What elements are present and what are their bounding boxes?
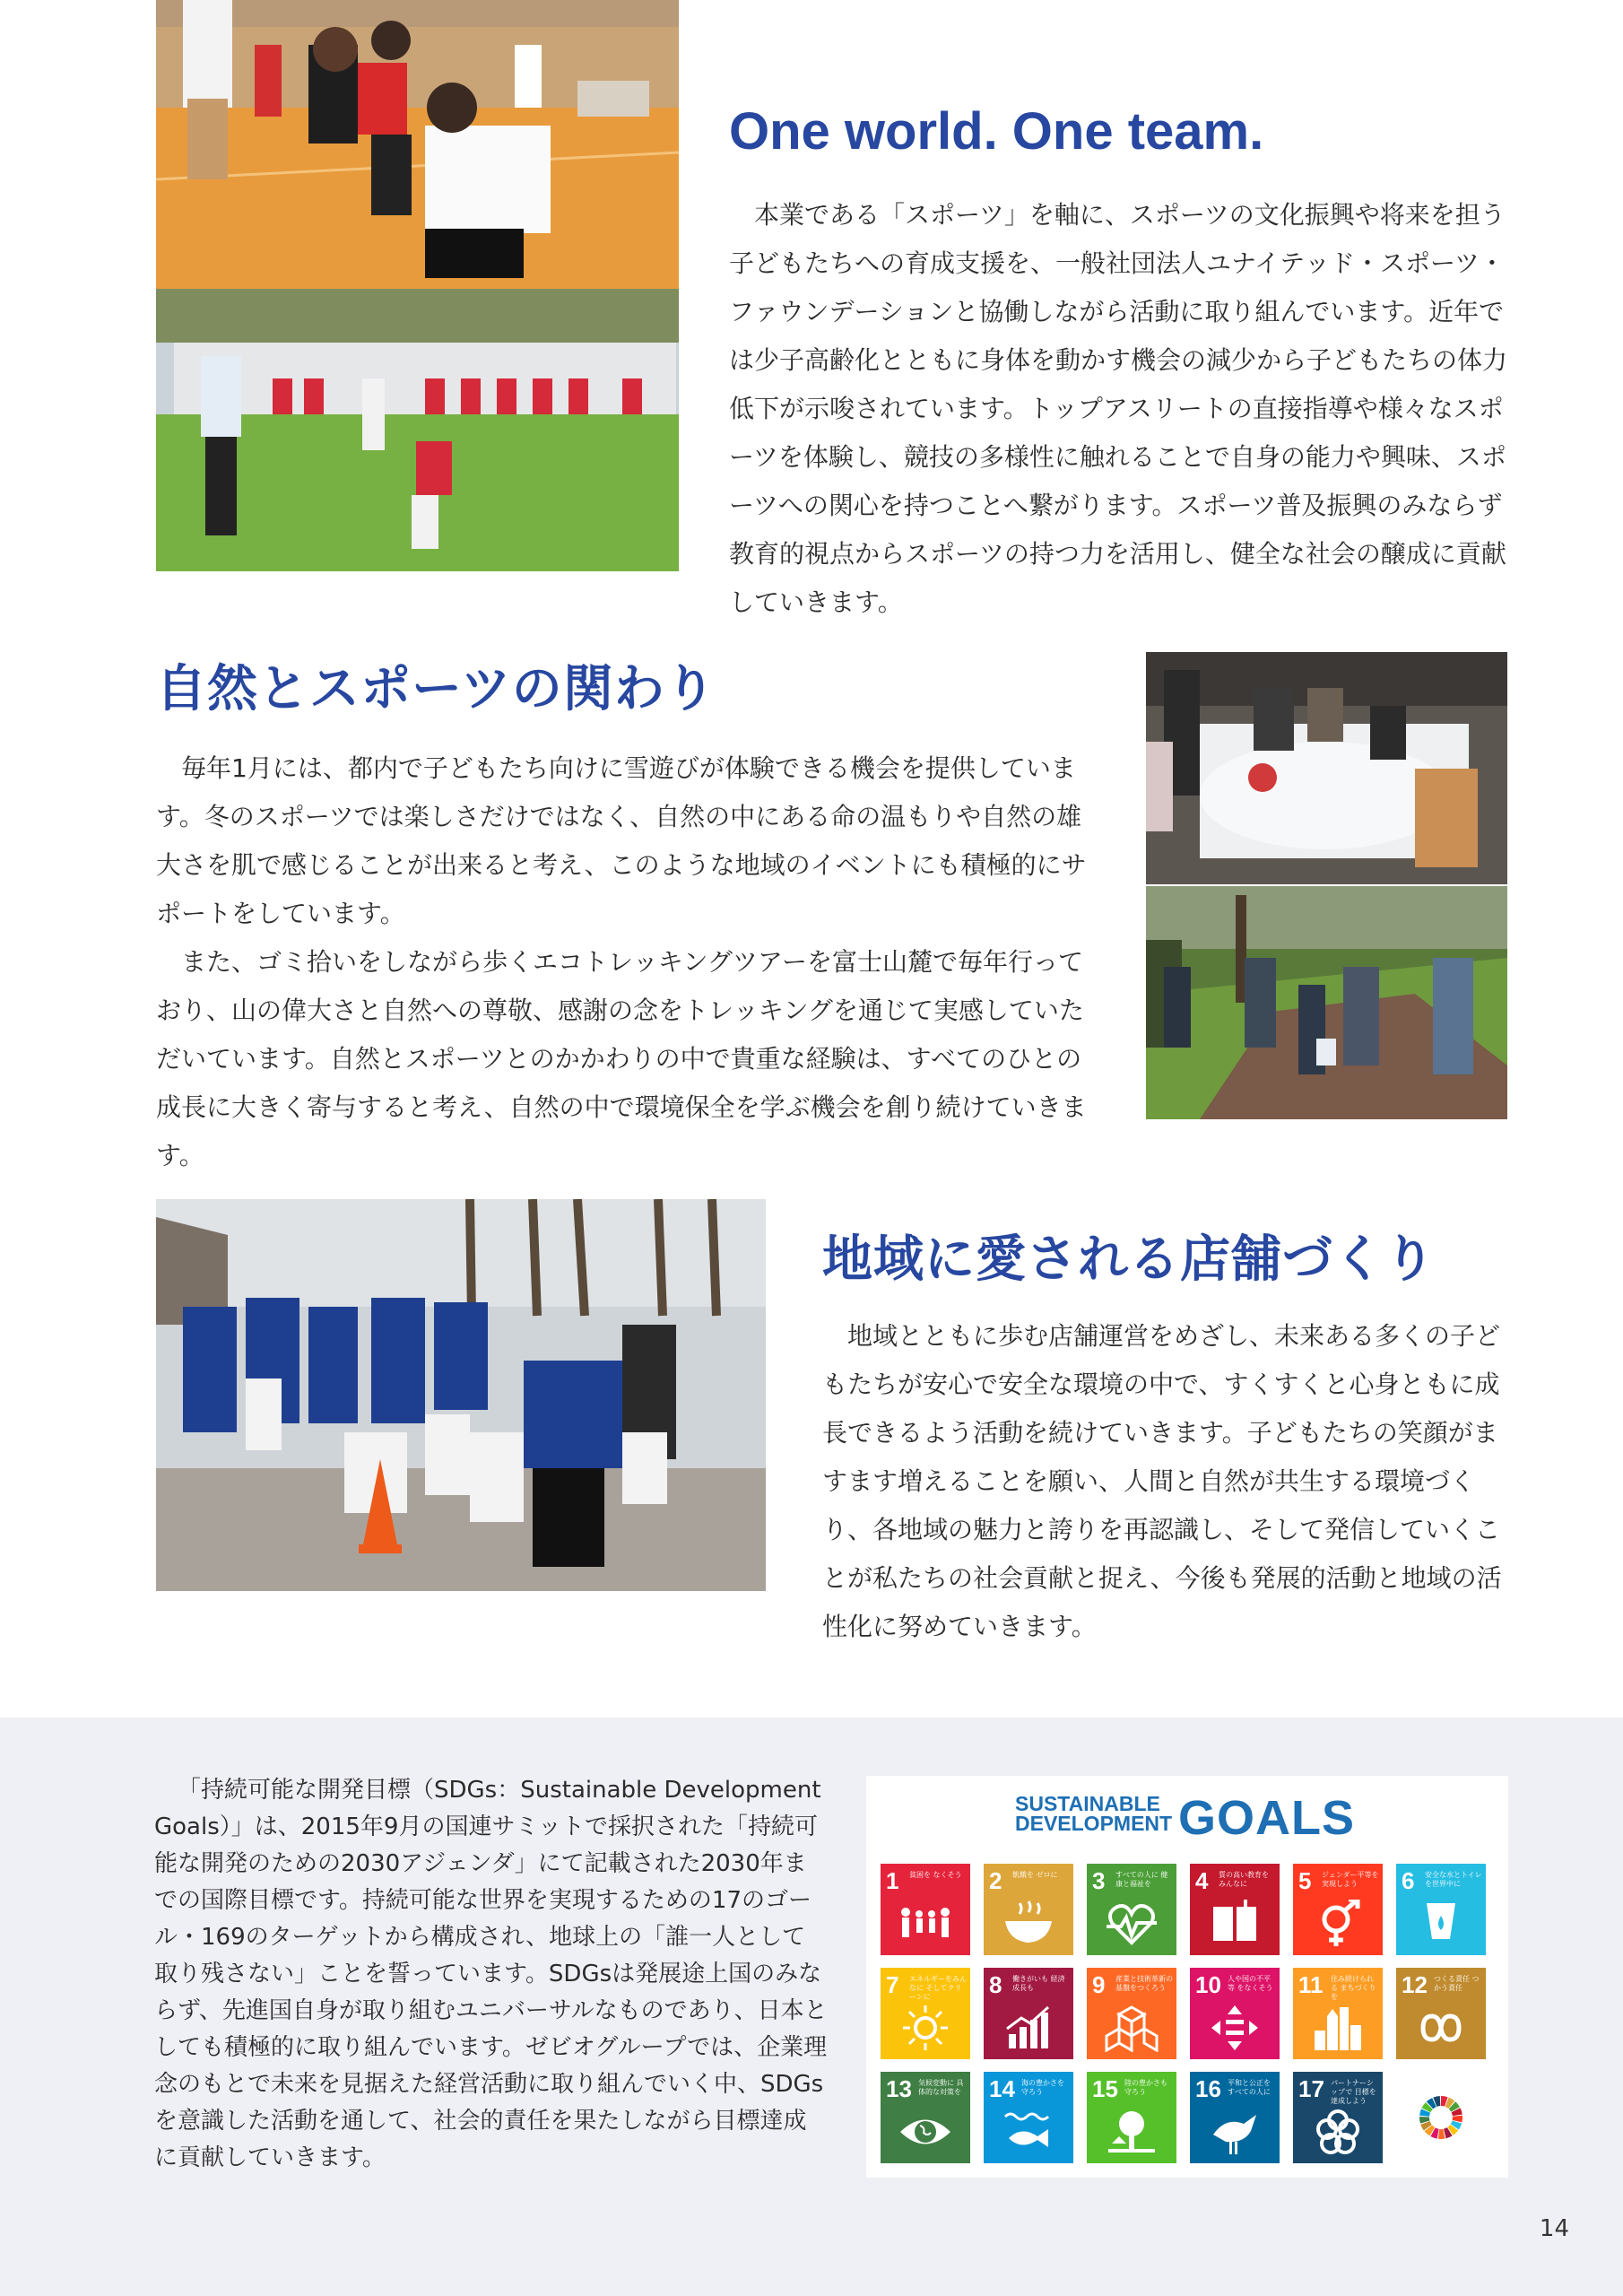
sdg-goal-11 (1293, 1968, 1383, 2059)
sdgs-goals-card (866, 1776, 1508, 2178)
sdg-goal-label: 海の豊かさを 守ろう (1021, 2079, 1064, 2096)
sdg-goal-13 (881, 2072, 970, 2163)
bowl-icon (1002, 1900, 1055, 1948)
sun-icon (898, 2004, 952, 2052)
sdg-goal-number: 2 (989, 1867, 1002, 1894)
sdg-goal-label: 働きがいも 経済成長も (1012, 1975, 1065, 1992)
sdg-goal-label: エネルギーをみんなに そしてクリーンに (909, 1975, 967, 2001)
people-icon (898, 1900, 952, 1948)
water-icon (1414, 1900, 1468, 1948)
sdg-goal-label: 質の高い教育を みんなに (1219, 1871, 1269, 1888)
sdg-goal-3 (1087, 1864, 1176, 1955)
paragraph: 本業である「スポーツ」を軸に、スポーツの文化振興や将来を担う子どもたちへの育成支援を、一般社団法人ユナイテッド・スポーツ・ファウンデーションと協働しながら活動に取り組んでいます。近年では少子高齢化とともに身体を動かす機会の減少から子どもたちの体力低下が示唆されています。トップアスリートの直接指導や様々なスポーツを体験し、競技の多様性に触れることで自身の能力や興味、スポーツへの関心を持つことへ繋がります。スポーツ普及振興のみならず教育的視点からスポーツの持つ力を活用し、健全な社会の醸成に貢献していきます。 (729, 200, 1508, 617)
sdg-goal-10 (1190, 1968, 1280, 2059)
eye-globe-icon (898, 2108, 952, 2156)
sdg-goal-label: すべての人に 健康と福祉を (1115, 1871, 1168, 1888)
sdg-goal-5 (1293, 1864, 1383, 1955)
sdg-goal-number: 3 (1092, 1867, 1106, 1894)
sdg-goal-16 (1190, 2072, 1280, 2163)
sdg-goal-15 (1087, 2072, 1176, 2163)
logo-line-1: SUSTAINABLE (1015, 1792, 1160, 1815)
sdg-goal-8 (984, 1968, 1073, 2059)
logo-line-2: DEVELOPMENT (1015, 1812, 1173, 1835)
book-icon (1208, 1900, 1262, 1948)
paragraph: 地域とともに歩む店舗運営をめざし、未来ある多くの子どもたちが安心で安全な環境の中で、すくすくと心身ともに成長できるよう活動を続けていきます。子どもたちの笑顔がますます増えることを願い、人間と自然が共生する環境づくり、各地域の魅力と誇りを再認識し、そして発信していくことが私たちの社会貢献と捉え、今後も発展的活動と地域の活性化に努めていきます。 (822, 1321, 1502, 1641)
sdg-goal-number: 12 (1402, 1971, 1428, 1998)
paragraph: 「持続可能な開発目標（SDGs：Sustainable Development Goals）」は、2015年9月の国連サミットで採択された「持続可能な開発のための2030アジェンダ」にて記載された2030年までの国際目標です。持続可能な世界を実現するための17のゴール・169のターゲットから構成され、地球上の「誰一人として取り残さない」ことを誓っています。SDGsは発展途上国のみならず、先進国自身が取り組むユニバーサルなものであり、日本としても積極的に取り組んでいます。ゼビオグループでは、企業理念のもとで未来を見据えた経営活動に取り組んでいく中、SDGsを意識した活動を通して、社会的責任を果たしながら目標達成に貢献していきます。 (154, 1777, 828, 2171)
sdg-goal-number: 16 (1195, 2075, 1221, 2102)
heartbeat-icon (1105, 1900, 1159, 1948)
sdg-goal-number: 11 (1298, 1971, 1324, 1998)
community-cleanup-photo (156, 1199, 766, 1591)
eco-trekking-photo (1146, 886, 1507, 1119)
paragraph: 毎年1月には、都内で子どもたち向けに雪遊びが体験できる機会を提供しています。冬のスポーツでは楽しさだけではなく、自然の中にある命の温もりや自然の雄大さを肌で感じることが出来ると考え、このような地域のイベントにも積極的にサポートをしています。 (156, 753, 1087, 928)
sdg-goal-17 (1293, 2072, 1383, 2163)
sdg-goal-label: 住み続けられる まちづくりを (1331, 1975, 1376, 2001)
sdg-goal-label: ジェンダー平等を 実現しよう (1322, 1871, 1379, 1888)
sdg-goal-number: 10 (1195, 1971, 1221, 1998)
page-number: 14 (1539, 2215, 1569, 2242)
sdg-wheel-tile (1396, 2072, 1486, 2163)
logo-goals: GOALS (1178, 1791, 1356, 1845)
sdg-goal-label: 気候変動に 具体的な対策を (918, 2079, 964, 2096)
section-body-nature-sports (156, 744, 1098, 1180)
kids-sports-photo-gym (156, 0, 679, 289)
sdg-goal-label: 陸の豊かさも 守ろう (1124, 2079, 1167, 2096)
section-title-nature-sports: 自然とスポーツの関わり (156, 660, 716, 718)
sdg-goal-4 (1190, 1864, 1280, 1955)
sdg-goal-label: 安全な水とトイレ を世界中に (1425, 1871, 1482, 1888)
paragraph: また、ゴミ拾いをしながら歩くエコトレッキングツアーを富士山麓で毎年行っており、山の偉大さと自然への尊敬、感謝の念をトレッキングを通じて実感していただいています。自然とスポーツとのかかわりの中で貴重な経験は、すべてのひとの成長に大きく寄与すると考え、自然の中で環境保全を学ぶ機会を創り続けていきます。 (156, 947, 1087, 1170)
sdg-goal-label: 産業と技術革新の 基盤をつくろう (1115, 1975, 1173, 1992)
sdg-goal-number: 14 (989, 2075, 1015, 2102)
sdg-goal-9 (1087, 1968, 1176, 2059)
growth-icon (1002, 2004, 1055, 2052)
sdgs-description (154, 1772, 829, 2177)
sdg-goal-1 (881, 1864, 970, 1955)
gender-icon (1311, 1900, 1365, 1948)
sdg-goal-14 (984, 2072, 1073, 2163)
sdg-goal-number: 4 (1195, 1867, 1209, 1894)
sdg-goal-label: 飢餓を ゼロに (1012, 1871, 1058, 1879)
cubes-icon (1105, 2004, 1159, 2052)
kids-sports-photo-field (156, 289, 679, 571)
sdg-goal-number: 9 (1092, 1971, 1106, 1998)
sdg-goal-label: つくる責任 つかう責任 (1434, 1975, 1480, 1992)
equality-icon (1208, 2004, 1262, 2052)
sdg-goal-number: 8 (989, 1971, 1002, 1998)
sdg-goal-number: 6 (1402, 1867, 1415, 1894)
snow-play-photo (1146, 652, 1507, 884)
section-title-community-store: 地域に愛される店舗づくり (822, 1231, 1436, 1289)
sdg-goal-label: パートナーシップで 目標を達成しよう (1331, 2079, 1376, 2105)
sdgs-logo (1015, 1791, 1356, 1845)
sdg-wheel-icon (1414, 2093, 1468, 2142)
sdg-goal-7 (881, 1968, 970, 2059)
infinity-icon (1414, 2004, 1468, 2052)
section-title-one-world: One world. One team. (729, 102, 1264, 161)
sdg-goal-label: 人や国の不平等 をなくそう (1228, 1975, 1273, 1992)
sdg-goal-2 (984, 1864, 1073, 1955)
city-icon (1311, 2004, 1365, 2052)
sdg-goal-number: 5 (1298, 1867, 1312, 1894)
section-body-one-world (729, 191, 1511, 627)
fish-icon (1002, 2108, 1055, 2156)
sdg-goal-number: 7 (886, 1971, 899, 1998)
sdg-goal-6 (1396, 1864, 1486, 1955)
sdg-goal-12 (1396, 1968, 1486, 2059)
section-body-community-store (822, 1312, 1513, 1651)
sdg-goal-label: 貧困を なくそう (909, 1871, 962, 1879)
flower-icon (1311, 2108, 1365, 2156)
sdg-goal-number: 1 (886, 1867, 899, 1894)
sdg-goal-number: 17 (1298, 2075, 1324, 2102)
sdg-goal-number: 13 (886, 2075, 912, 2102)
dove-icon (1208, 2108, 1262, 2156)
sdg-goal-number: 15 (1092, 2075, 1118, 2102)
sdg-goal-label: 平和と公正を すべての人に (1228, 2079, 1271, 2096)
tree-icon (1105, 2108, 1159, 2156)
